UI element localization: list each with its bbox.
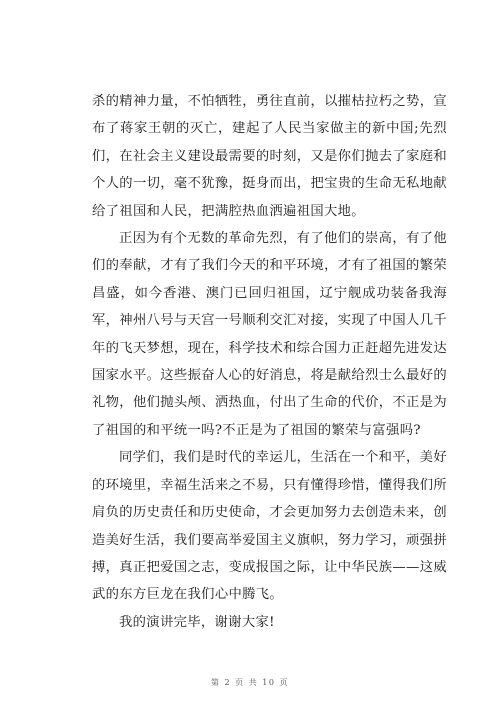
paragraph-1: 杀的精神力量，不怕牺牲，勇往直前，以摧枯拉朽之势，宣布了蒋家王朝的灭亡，建起了人民当家做主的新中国;先烈们，在社会主义建设最需要的时刻，又是你们抛去了家庭和个人的一切，毫不犹豫，挺身而出，把宝贵的生命无私地献给了祖国和人民，把满腔热血洒遍祖国大地。	[92, 94, 447, 219]
speech-body	[92, 88, 447, 636]
paragraph-4: 我的演讲完毕，谢谢大家!	[119, 614, 275, 630]
paragraph-2: 正因为有个无数的革命先烈，有了他们的崇高，有了他们的奉献，才有了我们今天的和平环境，才有了祖国的繁荣昌盛，如今香港、澳门已回归祖国，辽宁舰成功装备我海军，神州八号与天宫一号顺利交汇对接，实现了中国人几千年的飞天梦想，现在，科学技术和综合国力正赶超先进发达国家水平。这些振奋人心的好消息，将是献给烈士么最好的礼物，他们抛头颅、洒热血，付出了生命的代价，不正是为了祖国的和平统一吗?不正是为了祖国的繁荣与富强吗?	[92, 231, 447, 438]
paragraph-3: 同学们，我们是时代的幸运儿，生活在一个和平，美好的环境里，幸福生活来之不易，只有懂得珍惜，懂得我们所肩负的历史责任和历史使命，才会更加努力去创造未来，创造美好生活，我们要高举爱国主义旗帜，努力学习，顽强拼搏，真正把爱国之志，变成报国之际，让中华民族——这威武的东方巨龙在我们心中腾飞。	[92, 450, 447, 603]
page-number-footer: 第 2 页 共 10 页	[211, 678, 289, 687]
